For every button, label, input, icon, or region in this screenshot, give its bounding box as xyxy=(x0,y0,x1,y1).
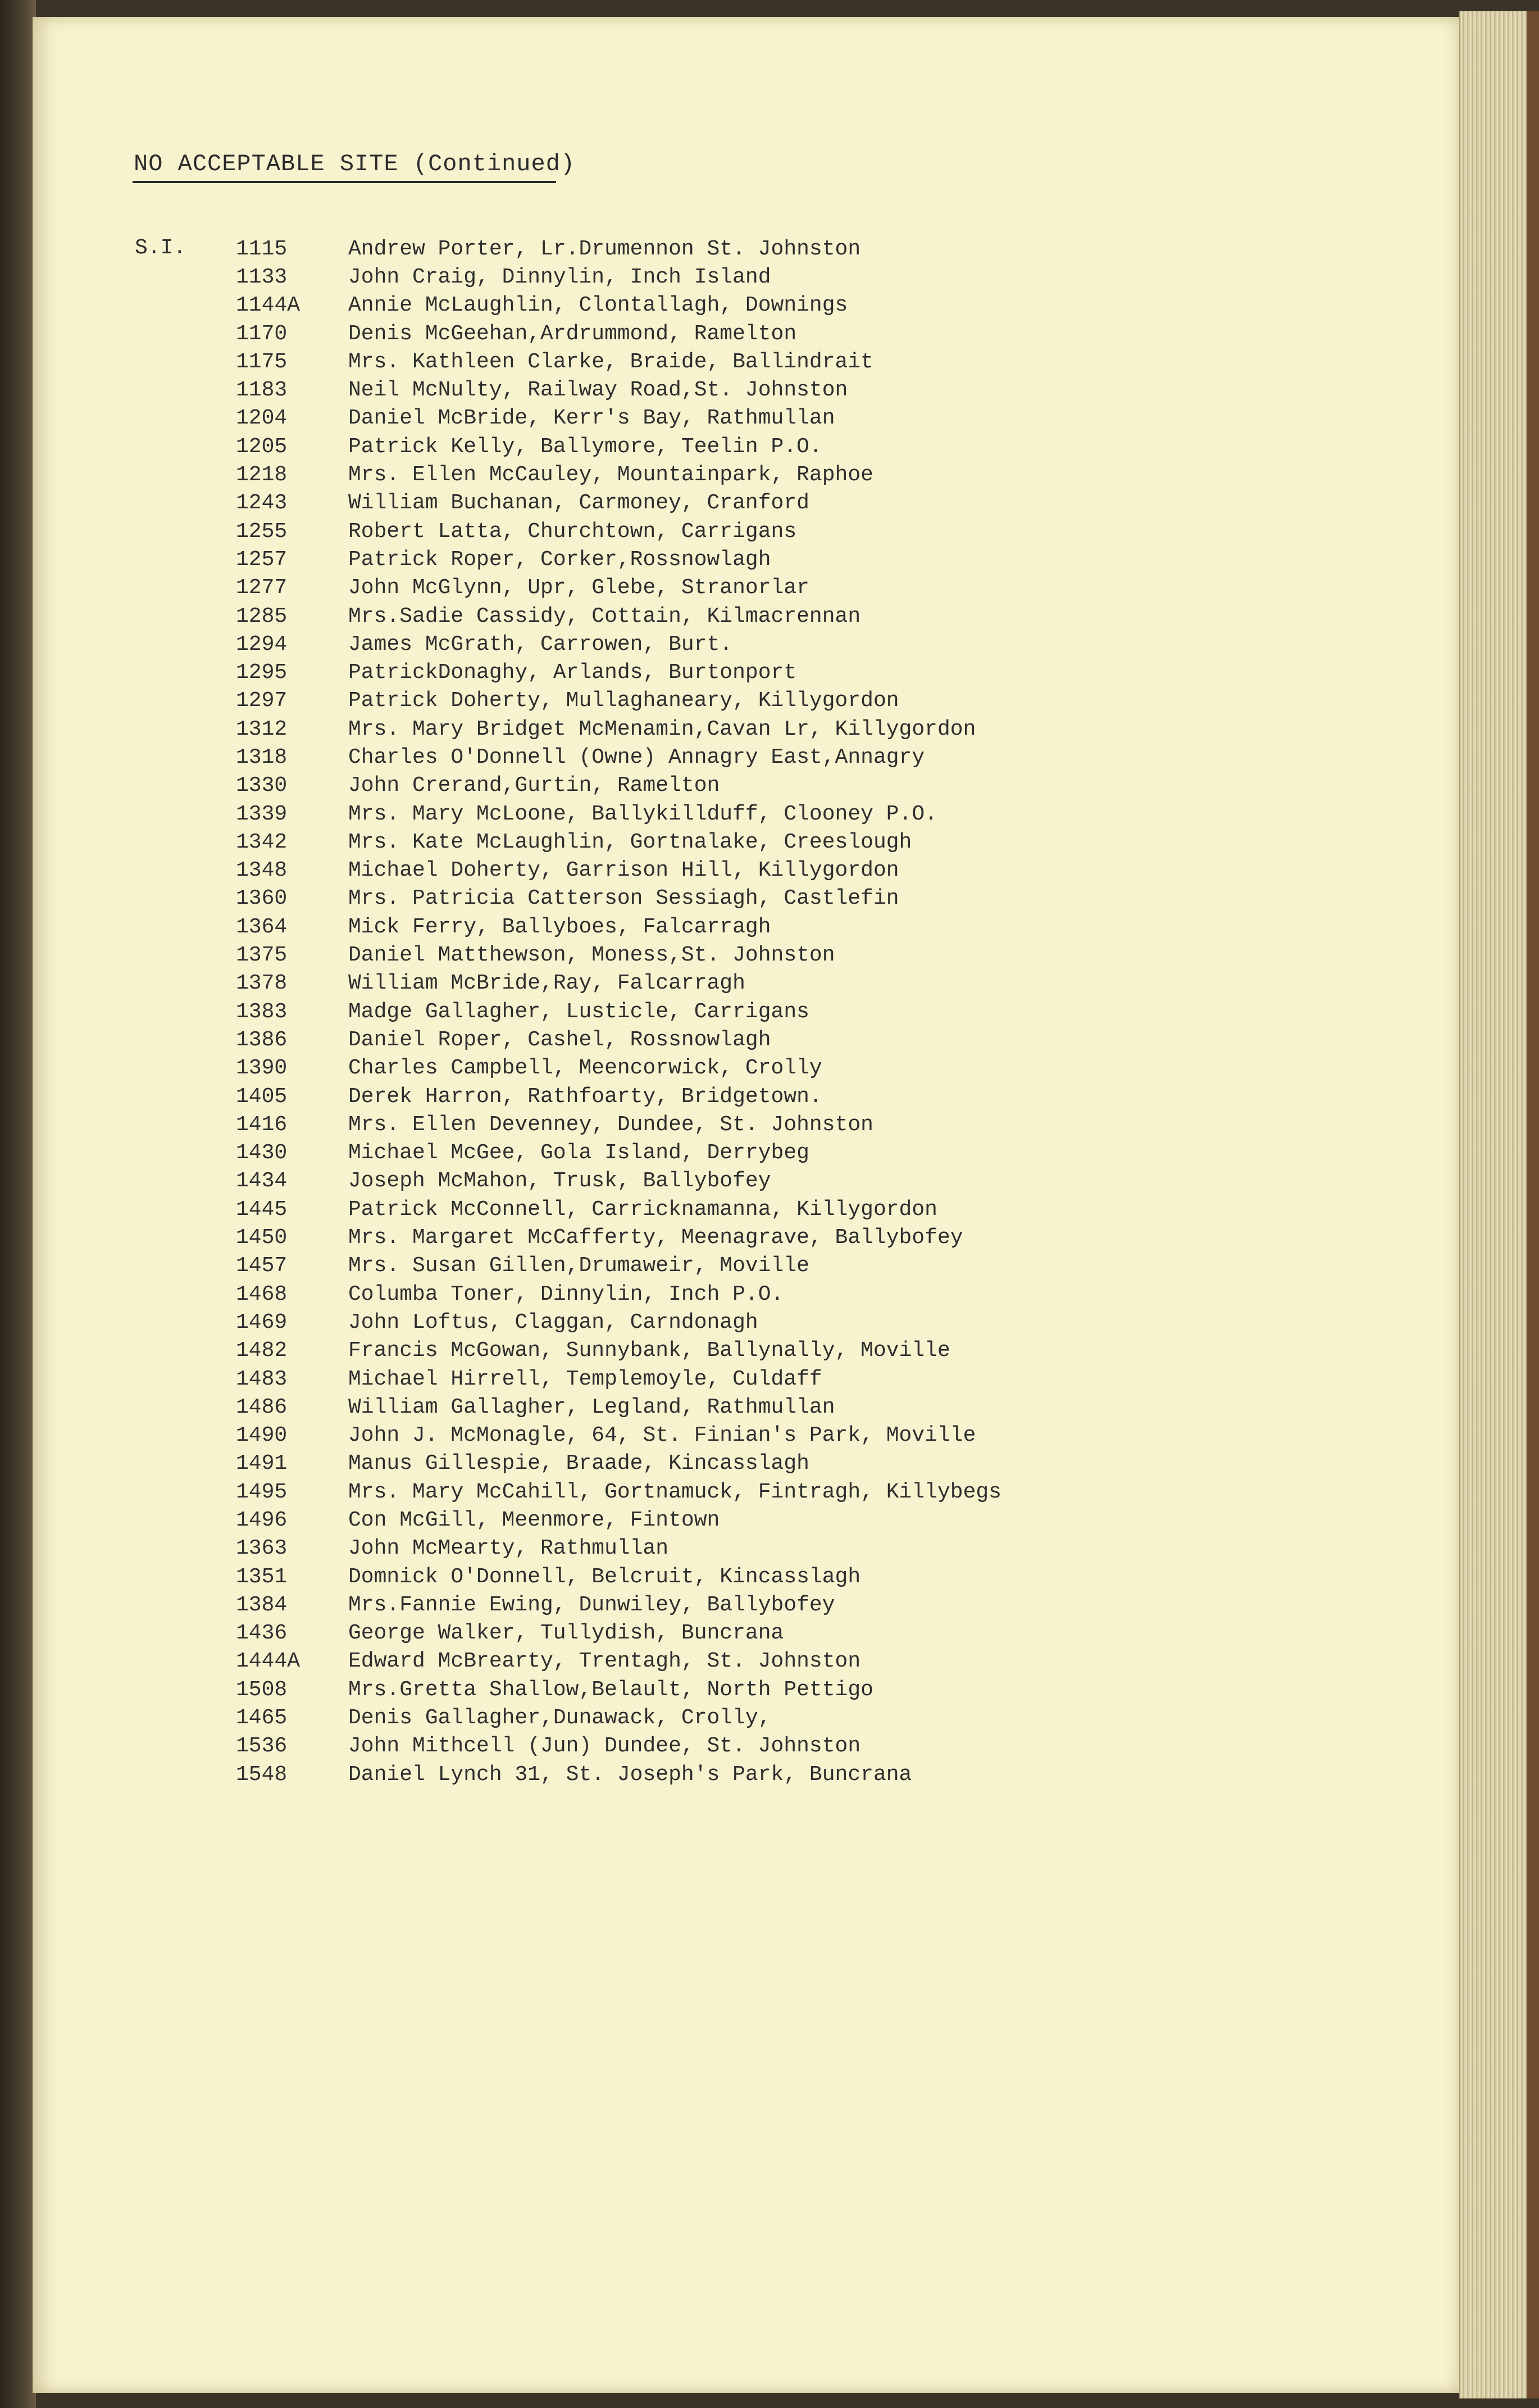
entry-text: James McGrath, Carrowen, Burt. xyxy=(348,632,733,657)
page-edges xyxy=(1459,11,1528,2398)
list-item xyxy=(236,1308,1303,1336)
entry-text: Joseph McMahon, Trusk, Ballybofey xyxy=(348,1169,771,1194)
entry-text: Mrs. Mary McCahill, Gortnamuck, Fintragh, Killybegs xyxy=(348,1480,1001,1504)
entry-text: Mrs. Kate McLaughlin, Gortnalake, Creeslough xyxy=(348,830,912,854)
entry-number: 1457 xyxy=(236,1254,288,1278)
entry-number: 1483 xyxy=(236,1367,288,1391)
entry-text: Neil McNulty, Railway Road,St. Johnston xyxy=(348,378,848,403)
entry-number: 1465 xyxy=(236,1706,288,1731)
entry-number: 1255 xyxy=(236,519,288,544)
entry-number: 1495 xyxy=(236,1480,288,1504)
entry-text: Annie McLaughlin, Clontallagh, Downings xyxy=(348,293,848,318)
entry-text: John Mithcell (Jun) Dundee, St. Johnston xyxy=(348,1734,861,1759)
list-item xyxy=(236,545,1303,573)
list-item xyxy=(236,489,1303,517)
series-label: S.I. xyxy=(135,236,186,260)
entry-text: John Crerand,Gurtin, Ramelton xyxy=(348,773,720,798)
entry-text: George Walker, Tullydish, Buncrana xyxy=(348,1621,784,1646)
list-item xyxy=(236,1337,1303,1365)
list-item xyxy=(236,376,1303,404)
entry-number: 1405 xyxy=(236,1084,288,1109)
entry-number: 1170 xyxy=(236,321,288,346)
list-item xyxy=(236,715,1303,743)
list-item xyxy=(236,1252,1303,1280)
entry-number: 1342 xyxy=(236,830,288,854)
entry-text: William Buchanan, Carmoney, Cranford xyxy=(348,491,809,516)
list-item xyxy=(236,602,1303,630)
list-item xyxy=(236,687,1303,715)
list-item xyxy=(236,1563,1303,1591)
entry-number: 1312 xyxy=(236,717,288,741)
list-item xyxy=(236,941,1303,969)
list-item xyxy=(236,1280,1303,1308)
list-item xyxy=(236,1535,1303,1563)
list-item xyxy=(236,1591,1303,1619)
book-cover-edge xyxy=(1527,11,1539,2398)
list-item xyxy=(236,1450,1303,1478)
entry-text: Robert Latta, Churchtown, Carrigans xyxy=(348,519,797,544)
entry-number: 1444A xyxy=(236,1649,300,1674)
entry-number: 1469 xyxy=(236,1310,288,1335)
book-binding xyxy=(0,0,36,2408)
list-item xyxy=(236,320,1303,348)
list-item xyxy=(236,1139,1303,1167)
entry-number: 1204 xyxy=(236,406,288,431)
entry-text: John McMearty, Rathmullan xyxy=(348,1536,669,1561)
entry-number: 1277 xyxy=(236,576,288,600)
entry-number: 1218 xyxy=(236,463,288,488)
entry-text: Daniel Matthewson, Moness,St. Johnston xyxy=(348,943,835,968)
entry-number: 1348 xyxy=(236,858,288,883)
list-item xyxy=(236,772,1303,800)
entry-text: Domnick O'Donnell, Belcruit, Kincasslagh xyxy=(348,1564,861,1589)
list-item xyxy=(236,1676,1303,1704)
list-item xyxy=(236,1704,1303,1732)
entry-number: 1434 xyxy=(236,1169,288,1194)
entry-number: 1175 xyxy=(236,349,288,374)
entry-number: 1133 xyxy=(236,265,288,289)
entry-text: Edward McBrearty, Trentagh, St. Johnston xyxy=(348,1649,861,1674)
heading-underline xyxy=(133,181,556,183)
list-item xyxy=(236,235,1303,263)
list-item xyxy=(236,1195,1303,1223)
entry-number: 1363 xyxy=(236,1536,288,1561)
entry-number: 1390 xyxy=(236,1056,288,1081)
entry-text: Patrick Roper, Corker,Rossnowlagh xyxy=(348,547,771,572)
entry-number: 1536 xyxy=(236,1734,288,1759)
list-item xyxy=(236,1421,1303,1449)
entry-text: Mrs. Ellen McCauley, Mountainpark, Raphoe xyxy=(348,463,873,488)
entry-text: PatrickDonaghy, Arlands, Burtonport xyxy=(348,661,797,685)
entry-number: 1491 xyxy=(236,1451,288,1476)
entry-text: William Gallagher, Legland, Rathmullan xyxy=(348,1395,835,1419)
list-item xyxy=(236,1478,1303,1506)
entry-text: Patrick McConnell, Carricknamanna, Killygordon xyxy=(348,1197,937,1222)
list-item xyxy=(236,1054,1303,1082)
list-item xyxy=(236,574,1303,602)
entry-text: Mrs. Mary McLoone, Ballykillduff, Clooney P.O. xyxy=(348,802,937,826)
entry-number: 1383 xyxy=(236,999,288,1024)
entry-list xyxy=(236,235,1303,1788)
entry-text: John J. McMonagle, 64, St. Finian's Park, Moville xyxy=(348,1423,976,1448)
entry-text: Mrs.Gretta Shallow,Belault, North Pettigo xyxy=(348,1677,873,1702)
entry-text: Patrick Doherty, Mullaghaneary, Killygordon xyxy=(348,689,899,713)
entry-number: 1285 xyxy=(236,604,288,629)
entry-text: Andrew Porter, Lr.Drumennon St. Johnston xyxy=(348,236,861,261)
entry-text: Mick Ferry, Ballyboes, Falcarragh xyxy=(348,914,771,939)
list-item xyxy=(236,828,1303,856)
list-item xyxy=(236,658,1303,686)
entry-text: Manus Gillespie, Braade, Kincasslagh xyxy=(348,1451,809,1476)
entry-text: Mrs. Kathleen Clarke, Braide, Ballindrait xyxy=(348,349,873,374)
entry-text: Denis McGeehan,Ardrummond, Ramelton xyxy=(348,321,797,346)
entry-number: 1294 xyxy=(236,632,288,657)
entry-number: 1375 xyxy=(236,943,288,968)
list-item xyxy=(236,404,1303,433)
entry-text: Mrs.Fannie Ewing, Dunwiley, Ballybofey xyxy=(348,1592,835,1617)
entry-text: Daniel McBride, Kerr's Bay, Rathmullan xyxy=(348,406,835,431)
entry-number: 1436 xyxy=(236,1621,288,1646)
list-item xyxy=(236,1223,1303,1251)
entry-text: William McBride,Ray, Falcarragh xyxy=(348,971,745,996)
entry-text: Michael Hirrell, Templemoyle, Culdaff xyxy=(348,1367,822,1391)
entry-number: 1384 xyxy=(236,1592,288,1617)
entry-text: Mrs.Sadie Cassidy, Cottain, Kilmacrennan xyxy=(348,604,861,629)
list-item xyxy=(236,969,1303,998)
list-item xyxy=(236,1110,1303,1139)
entry-text: John Craig, Dinnylin, Inch Island xyxy=(348,265,771,289)
entry-number: 1364 xyxy=(236,914,288,939)
entry-number: 1144A xyxy=(236,293,300,318)
list-item xyxy=(236,263,1303,291)
entry-number: 1548 xyxy=(236,1762,288,1787)
entry-text: Mrs. Ellen Devenney, Dundee, St. Johnston xyxy=(348,1112,873,1137)
entry-text: Mrs. Patricia Catterson Sessiagh, Castlefin xyxy=(348,886,899,911)
entry-text: Columba Toner, Dinnylin, Inch P.O. xyxy=(348,1282,784,1307)
list-item xyxy=(236,433,1303,461)
entry-text: Derek Harron, Rathfoarty, Bridgetown. xyxy=(348,1084,822,1109)
list-item xyxy=(236,885,1303,913)
entry-number: 1257 xyxy=(236,547,288,572)
list-item xyxy=(236,998,1303,1026)
entry-text: Daniel Lynch 31, St. Joseph's Park, Buncrana xyxy=(348,1762,912,1787)
list-item xyxy=(236,1393,1303,1421)
entry-number: 1496 xyxy=(236,1508,288,1532)
entry-text: Mrs. Mary Bridget McMenamin,Cavan Lr, Killygordon xyxy=(348,717,976,741)
list-item xyxy=(236,743,1303,771)
entry-number: 1360 xyxy=(236,886,288,911)
entry-number: 1297 xyxy=(236,689,288,713)
entry-text: Daniel Roper, Cashel, Rossnowlagh xyxy=(348,1027,771,1052)
list-item xyxy=(236,1619,1303,1647)
list-item xyxy=(236,630,1303,658)
entry-number: 1445 xyxy=(236,1197,288,1222)
entry-number: 1450 xyxy=(236,1226,288,1250)
entry-text: Con McGill, Meenmore, Fintown xyxy=(348,1508,720,1532)
list-item xyxy=(236,1732,1303,1760)
entry-number: 1339 xyxy=(236,802,288,826)
entry-text: John McGlynn, Upr, Glebe, Stranorlar xyxy=(348,576,809,600)
entry-number: 1490 xyxy=(236,1423,288,1448)
entry-number: 1205 xyxy=(236,434,288,459)
entry-text: Mrs. Susan Gillen,Drumaweir, Moville xyxy=(348,1254,809,1278)
entry-number: 1430 xyxy=(236,1141,288,1166)
entry-number: 1330 xyxy=(236,773,288,798)
entry-text: Charles Campbell, Meencorwick, Crolly xyxy=(348,1056,822,1081)
list-item xyxy=(236,857,1303,885)
entry-number: 1468 xyxy=(236,1282,288,1307)
page-heading: NO ACCEPTABLE SITE (Continued) xyxy=(134,151,576,177)
entry-text: Denis Gallagher,Dunawack, Crolly, xyxy=(348,1706,771,1731)
entry-number: 1416 xyxy=(236,1112,288,1137)
entry-number: 1351 xyxy=(236,1564,288,1589)
list-item xyxy=(236,800,1303,828)
entry-number: 1386 xyxy=(236,1027,288,1052)
list-item xyxy=(236,1365,1303,1393)
entry-text: Michael McGee, Gola Island, Derrybeg xyxy=(348,1141,809,1166)
entry-number: 1378 xyxy=(236,971,288,996)
list-item xyxy=(236,1760,1303,1788)
entry-number: 1508 xyxy=(236,1677,288,1702)
entry-text: Francis McGowan, Sunnybank, Ballynally, Moville xyxy=(348,1339,950,1363)
entry-number: 1115 xyxy=(236,236,288,261)
entry-text: Mrs. Margaret McCafferty, Meenagrave, Ballybofey xyxy=(348,1226,963,1250)
list-item xyxy=(236,1647,1303,1676)
entry-text: Madge Gallagher, Lusticle, Carrigans xyxy=(348,999,809,1024)
entry-text: John Loftus, Claggan, Carndonagh xyxy=(348,1310,758,1335)
list-item xyxy=(236,292,1303,320)
entry-number: 1482 xyxy=(236,1339,288,1363)
entry-text: Michael Doherty, Garrison Hill, Killygordon xyxy=(348,858,899,883)
list-item xyxy=(236,1082,1303,1110)
entry-text: Patrick Kelly, Ballymore, Teelin P.O. xyxy=(348,434,822,459)
list-item xyxy=(236,1506,1303,1534)
entry-text: Charles O'Donnell (Owne) Annagry East,Annagry xyxy=(348,745,925,770)
list-item xyxy=(236,1026,1303,1054)
entry-number: 1295 xyxy=(236,661,288,685)
list-item xyxy=(236,461,1303,489)
list-item xyxy=(236,913,1303,941)
entry-number: 1243 xyxy=(236,491,288,516)
entry-number: 1318 xyxy=(236,745,288,770)
entry-number: 1486 xyxy=(236,1395,288,1419)
entry-number: 1183 xyxy=(236,378,288,403)
list-item xyxy=(236,1167,1303,1195)
list-item xyxy=(236,517,1303,545)
list-item xyxy=(236,348,1303,376)
